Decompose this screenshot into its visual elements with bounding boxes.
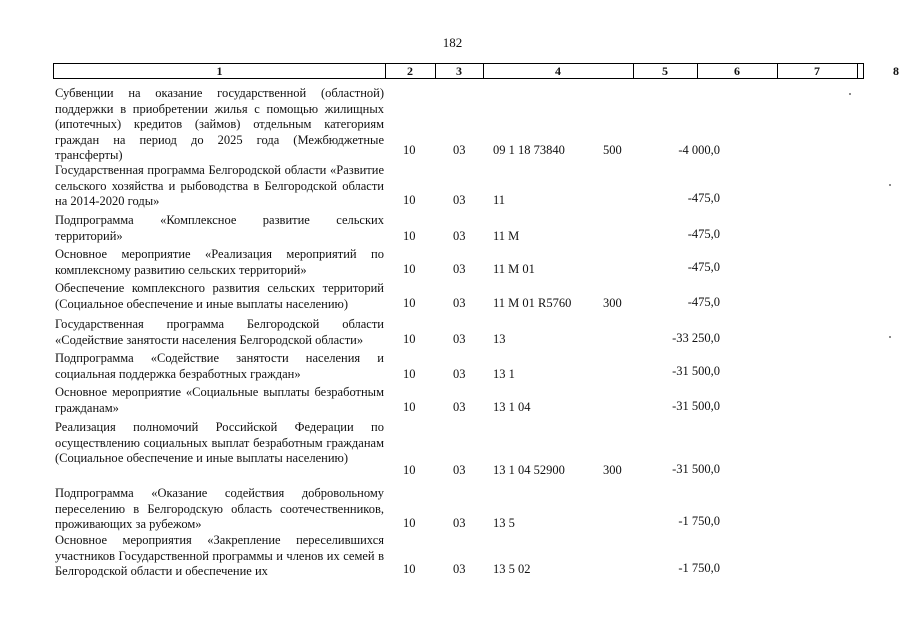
cell-amount: -1 750,0 — [678, 514, 720, 528]
cell-section: 10 — [403, 332, 416, 346]
cell-section: 10 — [403, 229, 416, 243]
cell-amount: -31 500,0 — [672, 462, 720, 476]
row-description: Реализация полномочий Российской Федерации по осуществлению социальных выплат безработным гражданам (Социальное обеспечение и иные выплаты населению) — [55, 420, 384, 465]
cell-amount: -31 500,0 — [672, 399, 720, 413]
cell-target-code: 09 1 18 73840 — [493, 143, 565, 157]
cell-subsection: 03 — [453, 229, 466, 243]
cell-target-code: 13 5 02 — [493, 562, 531, 576]
row-description: Подпрограмма «Комплексное развитие сельских территорий» — [55, 213, 384, 243]
cell-subsection: 03 — [453, 400, 466, 414]
cell-subsection: 03 — [453, 463, 466, 477]
scan-speck — [889, 336, 891, 338]
header-col-2: 2 — [407, 64, 413, 78]
cell-target-code: 11 М 01 R5760 — [493, 296, 572, 310]
cell-amount: -475,0 — [687, 295, 720, 309]
cell-section: 10 — [403, 562, 416, 576]
cell-amount: -475,0 — [687, 260, 720, 274]
cell-section: 10 — [403, 296, 416, 310]
row-description: Основное мероприятие «Реализация мероприятий по комплексному развитию сельских территорий» — [55, 247, 384, 277]
cell-amount: -31 500,0 — [672, 364, 720, 378]
cell-amount: -475,0 — [687, 227, 720, 241]
cell-amount: -33 250,0 — [672, 331, 720, 345]
cell-target-code: 13 1 — [493, 367, 515, 381]
cell-section: 10 — [403, 143, 416, 157]
row-description: Государственная программа Белгородской области «Содействие занятости населения Белгородской области» — [55, 317, 384, 347]
cell-amount: -4 000,0 — [678, 143, 720, 157]
cell-section: 10 — [403, 516, 416, 530]
cell-subsection: 03 — [453, 193, 466, 207]
row-description: Субвенции на оказание государственной (областной) поддержки в приобретении жилья с помощью жилищных (ипотечных) кредитов (займов) отдельным категориям граждан на период до 2025 года (Межбюджетные трансферты) — [55, 86, 384, 162]
cell-section: 10 — [403, 400, 416, 414]
header-col-1: 1 — [216, 64, 223, 78]
row-description: Подпрограмма «Содействие занятости населения и социальная поддержка безработных граждан» — [55, 351, 384, 381]
header-col-5: 5 — [662, 64, 668, 78]
cell-amount: -1 750,0 — [678, 561, 720, 575]
cell-expense-type: 500 — [603, 143, 622, 157]
cell-section: 10 — [403, 193, 416, 207]
cell-target-code: 11 М 01 — [493, 262, 535, 276]
page-number: 182 — [442, 35, 463, 50]
cell-subsection: 03 — [453, 296, 466, 310]
header-col-6: 6 — [734, 64, 740, 78]
cell-target-code: 11 М — [493, 229, 520, 243]
row-description: Основное мероприятия «Закрепление переселившихся участников Государственной программы и членов их семей в Белгородской области и обеспечение их — [55, 533, 384, 578]
scan-speck — [889, 184, 891, 186]
cell-expense-type: 300 — [603, 463, 622, 477]
cell-section: 10 — [403, 463, 416, 477]
cell-subsection: 03 — [453, 143, 466, 157]
header-col-8: 8 — [893, 64, 899, 78]
cell-section: 10 — [403, 367, 416, 381]
row-description: Обеспечение комплексного развития сельских территорий (Социальное обеспечение и иные выплаты населению) — [55, 281, 384, 311]
cell-target-code: 13 5 — [493, 516, 515, 530]
cell-section: 10 — [403, 262, 416, 276]
header-col-4: 4 — [555, 64, 561, 78]
cell-subsection: 03 — [453, 516, 466, 530]
header-col-7: 7 — [814, 64, 820, 78]
cell-amount: -475,0 — [687, 191, 720, 205]
cell-subsection: 03 — [453, 367, 466, 381]
cell-subsection: 03 — [453, 332, 466, 346]
cell-target-code: 11 — [493, 193, 506, 207]
cell-target-code: 13 — [493, 332, 506, 346]
cell-expense-type: 300 — [603, 296, 622, 310]
scan-speck — [849, 93, 851, 95]
cell-target-code: 13 1 04 — [493, 400, 531, 414]
cell-target-code: 13 1 04 52900 — [493, 463, 565, 477]
cell-subsection: 03 — [453, 262, 466, 276]
row-description: Основное мероприятие «Социальные выплаты безработным гражданам» — [55, 385, 384, 415]
row-description: Государственная программа Белгородской области «Развитие сельского хозяйства и рыбоводства в Белгородской области на 2014-2020 годы» — [55, 163, 384, 208]
header-col-3: 3 — [456, 64, 462, 78]
table-header — [53, 63, 899, 79]
row-description: Подпрограмма «Оказание содействия добровольному переселению в Белгородскую область соотечественников, проживающих за рубежом» — [55, 486, 384, 531]
cell-subsection: 03 — [453, 562, 466, 576]
